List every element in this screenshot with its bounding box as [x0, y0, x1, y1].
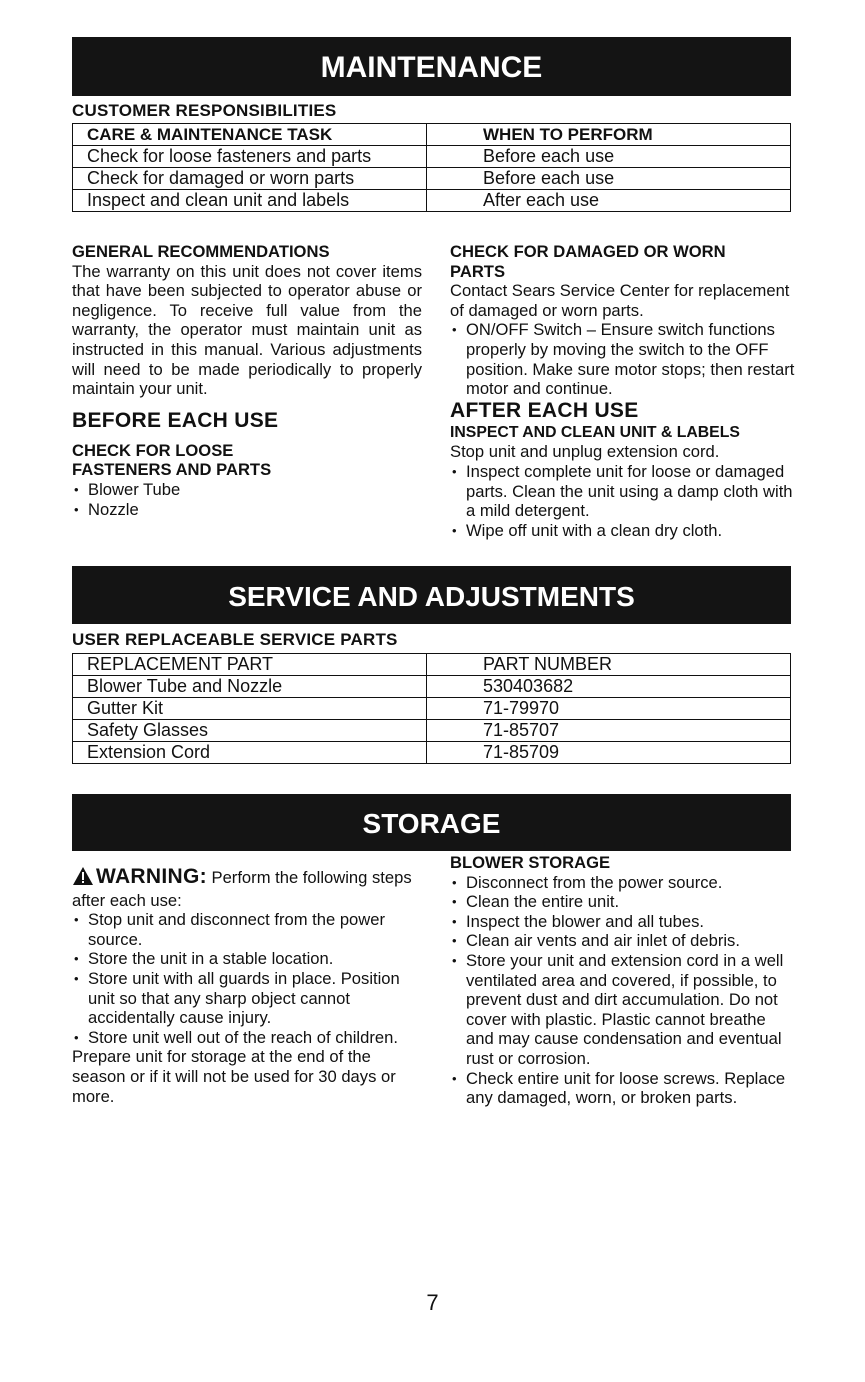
list-item: • Wipe off unit with a clean dry cloth. [450, 521, 795, 541]
list-item: • Blower Tube [72, 480, 422, 500]
before-each-use-list [72, 480, 422, 519]
check-damaged-body: Contact Sears Service Center for replacement of damaged or worn parts. [450, 281, 790, 320]
list-item: • Inspect complete unit for loose or damaged parts. Clean the unit using a damp cloth with a mild detergent. [450, 462, 795, 521]
storage-banner-title: STORAGE [362, 808, 501, 839]
general-recommendations-heading: GENERAL RECOMMENDATIONS [72, 242, 330, 261]
warning-triangle-icon [72, 866, 94, 891]
after-each-use-list [450, 462, 795, 540]
customer-responsibilities-heading: CUSTOMER RESPONSIBILITIES [72, 101, 337, 120]
table-cell: After each use [427, 190, 791, 212]
after-each-use-body: Stop unit and unplug extension cord. [450, 442, 720, 462]
table-row [73, 742, 791, 764]
after-each-use-heading: AFTER EACH USE [450, 398, 639, 422]
table-cell: Gutter Kit [73, 698, 427, 720]
warning-list [72, 910, 417, 1047]
service-banner-title: SERVICE AND ADJUSTMENTS [228, 581, 635, 612]
service-parts-table [72, 653, 791, 764]
table-cell: Safety Glasses [73, 720, 427, 742]
maintenance-right-column [450, 242, 795, 540]
table-header-row [73, 124, 791, 146]
service-banner [72, 566, 791, 624]
warning-intro: Perform the following steps after each use: [72, 868, 412, 910]
list-item: • Disconnect from the power source. [450, 873, 795, 893]
table-cell: 71-79970 [427, 698, 791, 720]
table-row [73, 168, 791, 190]
warning-label: WARNING: [96, 865, 207, 888]
storage-left-column [72, 866, 417, 1106]
replaceable-parts-heading: USER REPLACEABLE SERVICE PARTS [72, 630, 398, 649]
table-cell: Blower Tube and Nozzle [73, 676, 427, 698]
list-item: • Store unit well out of the reach of children. [72, 1028, 417, 1048]
table-header-cell: WHEN TO PERFORM [427, 124, 791, 146]
list-item: • Clean the entire unit. [450, 892, 795, 912]
storage-closing: Prepare unit for storage at the end of the season or if it will not be used for 30 days or more. [72, 1047, 396, 1106]
table-row [73, 676, 791, 698]
list-item: • ON/OFF Switch – Ensure switch functions properly by moving the switch to the OFF position. Make sure motor stops; then restart motor and continue. [450, 320, 795, 398]
blower-storage-list [450, 873, 795, 1108]
table-cell: Inspect and clean unit and labels [73, 190, 427, 212]
list-item: • Clean air vents and air inlet of debris. [450, 931, 795, 951]
warning-paragraph [72, 866, 417, 910]
table-cell: Extension Cord [73, 742, 427, 764]
table-header-cell: CARE & MAINTENANCE TASK [73, 124, 427, 146]
list-item: • Inspect the blower and all tubes. [450, 912, 795, 932]
table-cell: 71-85709 [427, 742, 791, 764]
table-cell: 530403682 [427, 676, 791, 698]
table-header-row [73, 654, 791, 676]
blower-storage-heading: BLOWER STORAGE [450, 853, 611, 872]
table-cell: Before each use [427, 146, 791, 168]
table-cell: 71-85707 [427, 720, 791, 742]
maintenance-task-table [72, 123, 791, 212]
table-header-cell: PART NUMBER [427, 654, 791, 676]
table-cell: Before each use [427, 168, 791, 190]
list-item: • Store the unit in a stable location. [72, 949, 417, 969]
table-cell: Check for loose fasteners and parts [73, 146, 427, 168]
storage-right-column [450, 853, 795, 1108]
table-row [73, 190, 791, 212]
table-row [73, 720, 791, 742]
table-row [73, 146, 791, 168]
check-damaged-list [450, 320, 795, 398]
list-item: • Store your unit and extension cord in a well ventilated area and covered, if possible, to prevent dust and dirt accumulation. Do not cover with plastic. Plastic cannot breathe and may cause condensation and eventual rust or corrosion. [450, 951, 795, 1069]
maintenance-banner-title: MAINTENANCE [320, 51, 543, 84]
storage-banner [72, 794, 791, 851]
list-item: • Store unit with all guards in place. Position unit so that any sharp object cannot accidentally cause injury. [72, 969, 417, 1028]
inspect-clean-heading: INSPECT AND CLEAN UNIT & LABELS [450, 423, 740, 441]
loose-fasteners-heading: CHECK FOR LOOSE FASTENERS AND PARTS [72, 440, 272, 480]
table-header-cell: REPLACEMENT PART [73, 654, 427, 676]
list-item: • Nozzle [72, 500, 422, 520]
maintenance-banner [72, 37, 791, 96]
general-recommendations-body: The warranty on this unit does not cover items that have been subjected to operator abuse or negligence. To receive full value from the warranty, the operator must maintain unit as instructed in this manual. Various adjustments will need to be made periodically to properly maintain your unit. [72, 261, 422, 399]
list-item: • Check entire unit for loose screws. Replace any damaged, worn, or broken parts. [450, 1069, 795, 1108]
page-number: 7 [426, 1290, 439, 1315]
before-each-use-heading: BEFORE EACH USE [72, 408, 279, 432]
table-row [73, 698, 791, 720]
list-item: • Stop unit and disconnect from the power source. [72, 910, 417, 949]
table-cell: Check for damaged or worn parts [73, 168, 427, 190]
check-damaged-heading: CHECK FOR DAMAGED OR WORN PARTS [450, 242, 726, 281]
maintenance-left-column [72, 242, 422, 519]
